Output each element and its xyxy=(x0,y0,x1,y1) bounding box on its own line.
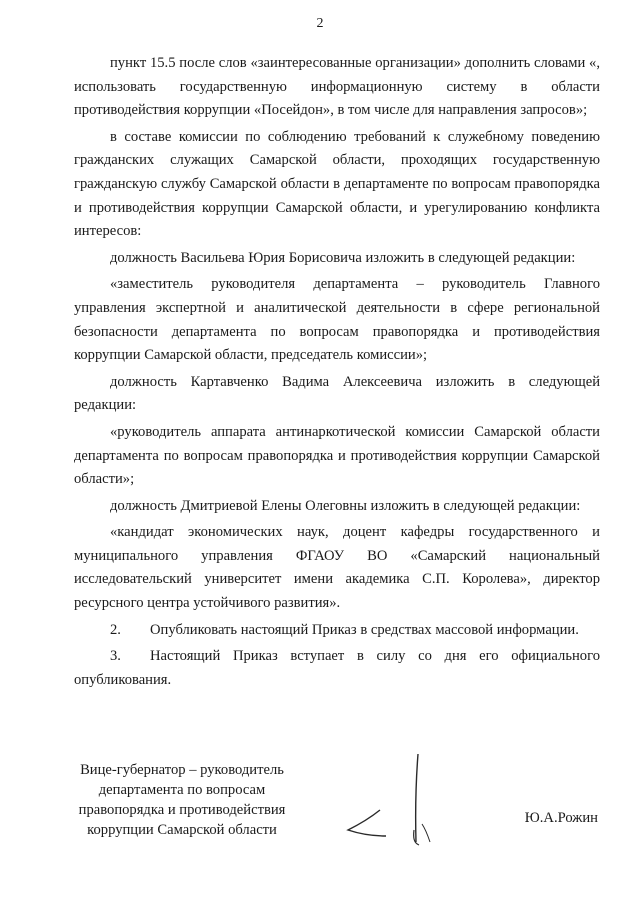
item-text: Опубликовать настоящий Приказ в средствах массовой информации. xyxy=(150,621,579,638)
position-line: департамента по вопросам xyxy=(98,782,266,798)
paragraph: «заместитель руководителя департамента – руководитель Главного управления экспертной и аналитической деятельности в сфере региональной безопасности департамента по вопросам правопорядка и противодействия коррупции Самарской области, председатель комиссии»; xyxy=(74,276,600,364)
numbered-item xyxy=(74,619,600,643)
item-number: 3. xyxy=(110,648,121,665)
numbered-item xyxy=(74,645,600,692)
page-number: 2 xyxy=(316,16,324,31)
paragraph: «кандидат экономических наук, доцент кафедры государственного и муниципального управления ФГАОУ ВО «Самарский национальный исследовательский университет имени академика С.П. Королева», директор ресурсного центра устойчивого развития». xyxy=(74,524,600,612)
signatory-name: Ю.А.Рожин xyxy=(524,810,598,826)
paragraph: в составе комиссии по соблюдению требований к служебному поведению гражданских служащих Самарской области, проходящих государственную гражданскую службу Самарской области в департаменте по вопросам правопорядка и противодействия коррупции Самарской области, и урегулированию конфликта интересов: xyxy=(74,128,600,240)
document-body xyxy=(74,52,600,695)
signatory-position xyxy=(66,760,298,840)
item-number: 2. xyxy=(110,621,121,638)
paragraph: «руководитель аппарата антинаркотической комиссии Самарской области департамента по вопросам правопорядка и противодействия коррупции Самарской области»; xyxy=(74,423,600,488)
paragraph: пункт 15.5 после слов «заинтересованные организации» дополнить словами «, использовать государственную информационную систему в области противодействия коррупции «Посейдон», в том числе для направления запросов»; xyxy=(74,55,600,119)
position-line: коррупции Самарской области xyxy=(87,822,277,838)
handwritten-signature xyxy=(340,750,450,860)
item-text: Настоящий Приказ вступает в силу со дня его официального опубликования. xyxy=(74,648,600,688)
paragraph: должность Васильева Юрия Борисовича изложить в следующей редакции: xyxy=(110,249,576,266)
position-line: Вице-губернатор – руководитель xyxy=(80,762,284,778)
paragraph: должность Картавченко Вадима Алексеевича изложить в следующей редакции: xyxy=(74,373,600,414)
paragraph: должность Дмитриевой Елены Олеговны изложить в следующей редакции: xyxy=(110,497,581,514)
position-line: правопорядка и противодействия xyxy=(78,802,286,818)
